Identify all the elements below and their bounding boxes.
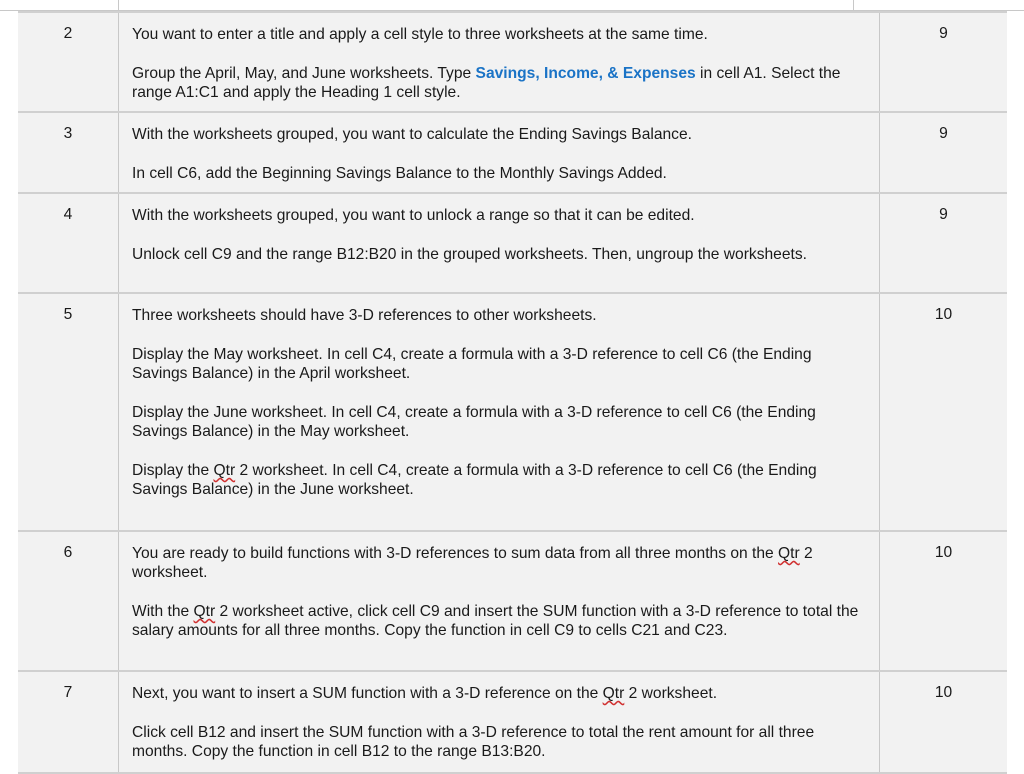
highlighted-text: Savings, Income, & Expenses bbox=[475, 65, 696, 82]
step-description bbox=[119, 671, 880, 773]
steps-table bbox=[18, 11, 1007, 774]
step-prompt: Next, you want to insert a SUM function with a 3-D reference on the Qtr 2 worksheet. bbox=[132, 685, 718, 702]
step-points: 10 bbox=[880, 671, 1008, 773]
step-instruction: With the Qtr 2 worksheet active, click cell C9 and insert the SUM function with a 3-D reference to total the salary amounts for all three months. Copy the function in cell C9 to cells C21 and C23. bbox=[132, 603, 859, 639]
spellcheck-word: Qtr bbox=[213, 462, 236, 479]
step-prompt: You want to enter a title and apply a cell style to three worksheets at the same time. bbox=[132, 26, 708, 43]
step-instruction: Display the Qtr 2 worksheet. In cell C4, create a formula with a 3-D reference to cell C6 (the Ending Savings Balance) in the June worksheet. bbox=[132, 462, 817, 498]
spellcheck-word: Qtr bbox=[193, 603, 216, 620]
step-description bbox=[119, 293, 880, 531]
step-instruction: Unlock cell C9 and the range B12:B20 in the grouped worksheets. Then, ungroup the worksheets. bbox=[132, 246, 807, 263]
step-instruction: Display the May worksheet. In cell C4, create a formula with a 3-D reference to cell C6 (the Ending Savings Balance) in the April worksheet. bbox=[132, 346, 812, 382]
table-row bbox=[18, 112, 1007, 193]
table-row bbox=[18, 531, 1007, 671]
table-top-strip bbox=[0, 0, 1024, 11]
step-number: 7 bbox=[18, 671, 119, 773]
table-row bbox=[18, 671, 1007, 773]
step-prompt: With the worksheets grouped, you want to calculate the Ending Savings Balance. bbox=[132, 126, 692, 143]
step-instruction: In cell C6, add the Beginning Savings Balance to the Monthly Savings Added. bbox=[132, 165, 667, 182]
table-row bbox=[18, 293, 1007, 531]
step-number: 2 bbox=[18, 12, 119, 112]
step-prompt: Three worksheets should have 3-D references to other worksheets. bbox=[132, 307, 597, 324]
step-number: 3 bbox=[18, 112, 119, 193]
spellcheck-word: Qtr bbox=[778, 545, 800, 562]
step-description bbox=[119, 193, 880, 293]
step-description bbox=[119, 12, 880, 112]
table-row bbox=[18, 12, 1007, 112]
step-instruction: Display the June worksheet. In cell C4, create a formula with a 3-D reference to cell C6 (the Ending Savings Balance) in the May worksheet. bbox=[132, 404, 816, 440]
step-instruction: Click cell B12 and insert the SUM function with a 3-D reference to total the rent amount for all three months. Copy the function in cell B12 to the range B13:B20. bbox=[132, 724, 815, 760]
step-number: 4 bbox=[18, 193, 119, 293]
step-number: 6 bbox=[18, 531, 119, 671]
step-prompt: You are ready to build functions with 3-D references to sum data from all three months on the Qtr 2 worksheet. bbox=[132, 545, 813, 581]
step-prompt: With the worksheets grouped, you want to unlock a range so that it can be edited. bbox=[132, 207, 695, 224]
step-points: 9 bbox=[880, 193, 1008, 293]
step-number: 5 bbox=[18, 293, 119, 531]
step-points: 9 bbox=[880, 12, 1008, 112]
step-points: 10 bbox=[880, 293, 1008, 531]
step-points: 9 bbox=[880, 112, 1008, 193]
step-description bbox=[119, 112, 880, 193]
step-instruction: Group the April, May, and June worksheets. Type Savings, Income, & Expenses in cell A1. Select the range A1:C1 and apply the Heading 1 cell style. bbox=[132, 65, 841, 101]
table-row bbox=[18, 193, 1007, 293]
step-description bbox=[119, 531, 880, 671]
spellcheck-word: Qtr bbox=[602, 685, 625, 702]
step-points: 10 bbox=[880, 531, 1008, 671]
